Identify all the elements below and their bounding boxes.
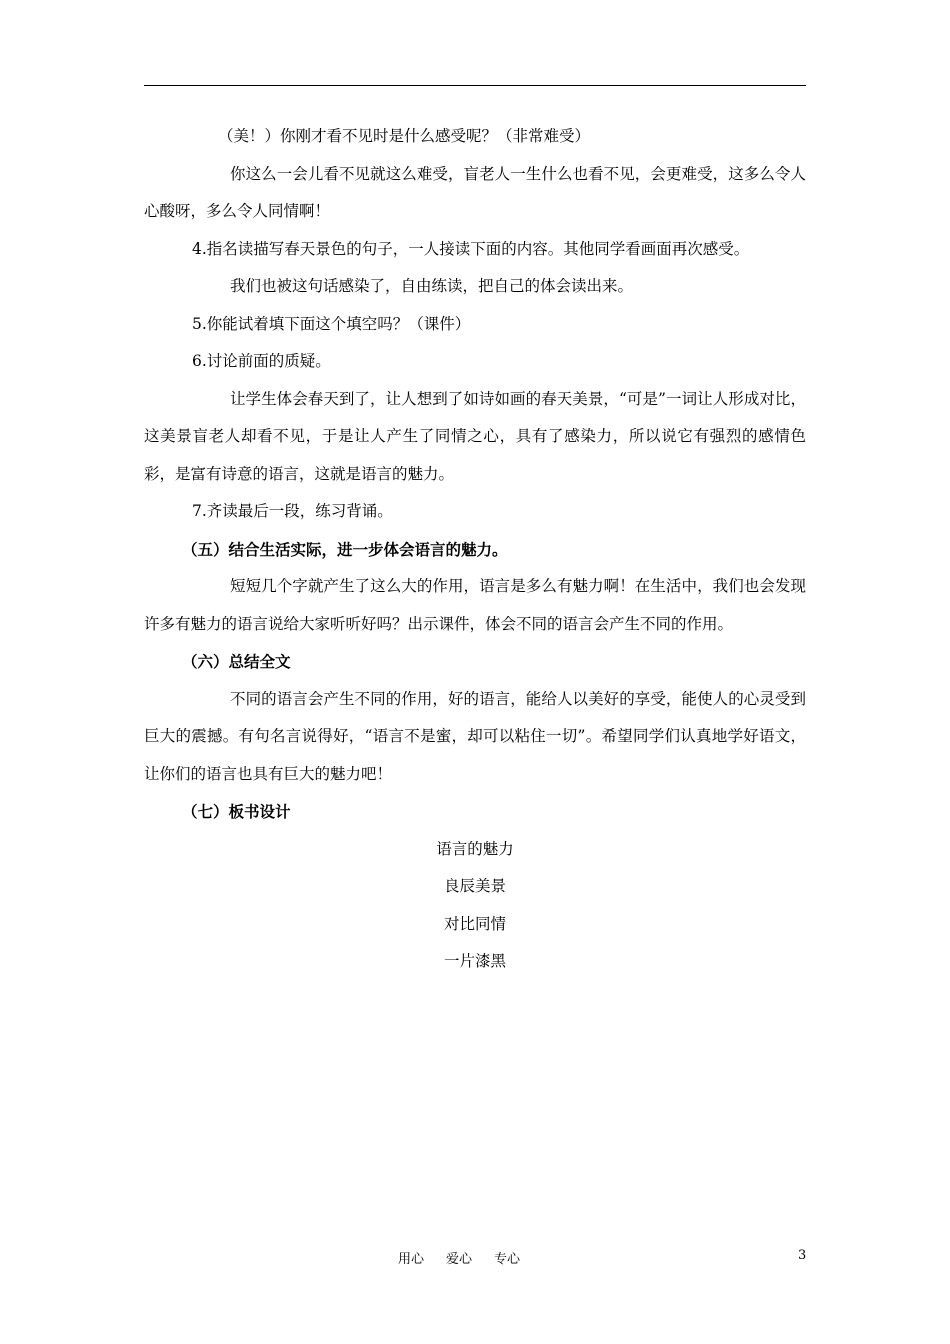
section-heading: （六）总结全文	[182, 652, 291, 671]
document-body	[144, 118, 806, 981]
board-line: 良辰美景	[443, 877, 506, 895]
list-item: 7.齐读最后一段，练习背诵。	[192, 502, 393, 520]
list-item: 5.你能试着填下面这个填空吗？（课件）	[192, 314, 471, 333]
board-line: 语言的魅力	[436, 839, 514, 858]
board-design	[144, 831, 806, 981]
board-line: 一片漆黑	[443, 952, 506, 970]
footer-motto	[398, 1248, 542, 1267]
paragraph: 让学生体会春天到了，让人想到了如诗如画的春天美景，“可是”一词让人形成对比，这美景盲老人却看不见，于是让人产生了同情之心，具有了感染力，所以说它有强烈的感情色彩，是富有诗意的语言，这就是语言的魅力。	[144, 389, 806, 483]
page-number: 3	[798, 1248, 807, 1263]
paragraph: 短短几个字就产生了这么大的作用，语言是多么有魅力啊！在生活中，我们也会发现许多有魅力的语言说给大家听听好吗？出示课件，体会不同的语言会产生不同的作用。	[144, 577, 806, 633]
list-item: 4.指名读描写春天景色的句子，一人接读下面的内容。其他同学看画面再次感受。	[192, 239, 750, 258]
board-line: 对比同情	[443, 914, 506, 933]
header-rule	[144, 85, 806, 86]
section-heading: （七）板书设计	[182, 802, 291, 821]
paragraph: （美！）你刚才看不见时是什么感受呢？（非常难受）	[218, 127, 591, 145]
paragraph: 我们也被这句话感染了，自由练读，把自己的体会读出来。	[230, 277, 634, 295]
paragraph: 你这么一会儿看不见就这么难受，盲老人一生什么也看不见，会更难受，这多么令人心酸呀，多么令人同情啊！	[144, 164, 806, 220]
paragraph: 不同的语言会产生不同的作用，好的语言，能给人以美好的享受，能使人的心灵受到巨大的震撼。有句名言说得好，“语言不是蜜，却可以粘住一切”。希望同学们认真地学好语文，让你们的语言也具有巨大的魅力吧！	[144, 689, 806, 783]
list-item: 6.讨论前面的质疑。	[192, 352, 331, 370]
footer-word: 爱心	[446, 1252, 473, 1267]
footer-word: 专心	[494, 1252, 521, 1267]
footer-word: 用心	[398, 1252, 425, 1267]
section-heading: （五）结合生活实际，进一步体会语言的魅力。	[182, 539, 508, 559]
